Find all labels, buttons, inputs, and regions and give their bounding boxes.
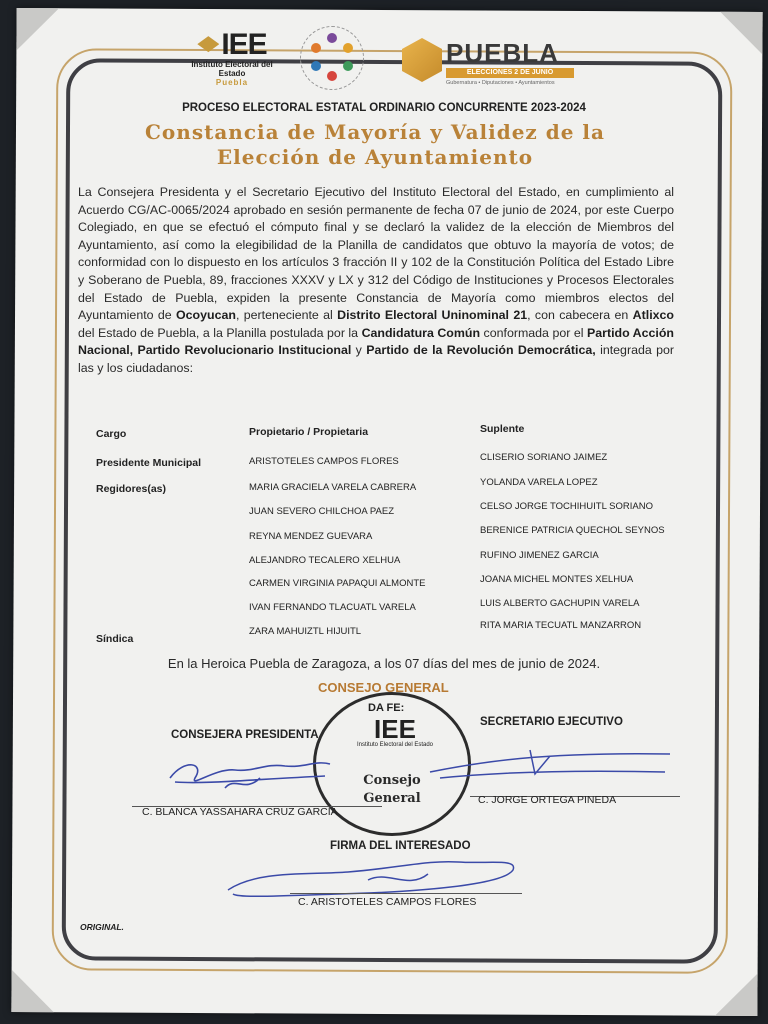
iee-city: Puebla (215, 78, 249, 87)
iee-name: Instituto Electoral del Estado (191, 60, 273, 78)
logo-bar (0, 24, 768, 94)
puebla-band: ELECCIONES 2 DE JUNIO (446, 68, 574, 78)
interested-signature-line (290, 893, 522, 894)
original-mark: ORIGINAL. (80, 922, 124, 932)
body-part: y (351, 343, 367, 358)
equality-circle-logo (300, 26, 364, 90)
seal-consejo-general: CONSEJO GENERAL (318, 680, 449, 695)
body-part: del Estado de Puebla, a la Planilla postulada por la (78, 325, 362, 340)
suplente-name: CELSO JORGE TOCHIHUITL SORIANO (480, 501, 653, 512)
propietario-name: ZARA MAHUIZTL HIJUITL (249, 626, 362, 637)
propietario-name: IVAN FERNANDO TLACUATL VARELA (249, 602, 416, 613)
propietario-name: ARISTOTELES CAMPOS FLORES (249, 456, 399, 467)
title-line-1: Constancia de Mayoría y Validez de la (145, 120, 605, 144)
certificate-body (78, 184, 674, 378)
label-presidente: Presidente Municipal (96, 457, 202, 469)
municipality: Ocoyucan (176, 308, 236, 323)
corner-ornament (715, 974, 763, 1016)
seal-consejo-text: Consejo General (363, 773, 421, 806)
parties: Partido Acción Nacional, Partido Revolucionario Institucional (78, 325, 674, 358)
cabecera: Atlixco (632, 308, 674, 323)
process-heading: PROCESO ELECTORAL ESTATAL ORDINARIO CONCURRENTE 2023-2024 (182, 102, 586, 114)
body-part: , perteneciente al (235, 308, 338, 323)
propietario-name: ALEJANDRO TECALERO XELHUA (249, 555, 401, 566)
puebla-elections-logo (402, 34, 582, 94)
col-header-propietario: Propietario / Propietaria (249, 426, 369, 438)
suplente-name: JOANA MICHEL MONTES XELHUA (480, 574, 634, 585)
suplente-name: CLISERIO SORIANO JAIMEZ (480, 452, 608, 463)
title-line-2: Elección de Ayuntamiento (216, 145, 534, 169)
propietario-name: REYNA MENDEZ GUEVARA (249, 531, 373, 542)
interested-name: C. ARISTOTELES CAMPOS FLORES (298, 896, 477, 908)
propietario-name: MARIA GRACIELA VARELA CABRERA (249, 482, 417, 493)
suplente-name: RUFINO JIMENEZ GARCIA (480, 550, 599, 561)
left-signature-icon (165, 748, 365, 808)
candidatura: Candidatura Común (361, 325, 481, 340)
propietario-name: CARMEN VIRGINIA PAPAQUI ALMONTE (249, 578, 426, 589)
body-part: conformada por el (480, 325, 587, 340)
seal-da-fe: DA FE: (368, 702, 405, 714)
iee-logo (180, 30, 284, 87)
propietario-name: JUAN SEVERO CHILCHOA PAEZ (249, 506, 394, 517)
district: Distrito Electoral Uninominal 21 (337, 308, 528, 323)
seal-iee: IEE (374, 714, 416, 744)
seal-iee-sub: Instituto Electoral del Estado (356, 742, 434, 748)
right-signer-title: SECRETARIO EJECUTIVO (480, 716, 623, 728)
right-signer-name: C. JORGE ORTEGA PINEDA (478, 794, 617, 806)
right-signature-icon (420, 742, 680, 792)
left-signer-name: C. BLANCA YASSAHARA CRUZ GARCÍA (142, 806, 338, 818)
left-signer-title: CONSEJERA PRESIDENTA (171, 729, 319, 741)
closing-statement: En la Heroica Puebla de Zaragoza, a los 07 días del mes de junio de 2024. (167, 656, 601, 671)
puebla-subtitle: Gubernatura • Diputaciones • Ayuntamientos (446, 80, 555, 86)
suplente-name: LUIS ALBERTO GACHUPIN VARELA (480, 598, 640, 609)
cube-icon (402, 38, 442, 82)
body-part: La Consejera Presidenta y el Secretario Ejecutivo del Instituto Electoral del Estado, en cumplimiento al Acuerdo CG/AC-0065/2024 aprobado en sesión permanente de fecha 07 de junio de 2024, por este Cuerpo Colegiado, en que se efectuó el cómputo final y se declaró la validez de la elección de Miembros del Ayuntamiento, así como la elegibilidad de la Planilla de candidatos que obtuvo la mayoría de votos; de conformidad con lo dispuesto en los artículos 3 fracción II y 102 de la Constitución Política del Estado Libre y Soberano de Puebla, 89, fracciones XXXV y LX y 312 del Código de Instituciones y Procesos Electorales del Estado de Puebla, expiden la presente Constancia de Mayoría como miembros electos del Ayuntamiento de (78, 185, 674, 323)
body-part: integrada por las y los ciudadanos: (78, 343, 674, 375)
corner-ornament (11, 970, 53, 1016)
interested-signature-title: FIRMA DEL INTERESADO (330, 840, 471, 852)
party-prd: Partido de la Revolución Democrática, (366, 343, 596, 358)
certificate-title (60, 120, 690, 170)
suplente-name: YOLANDA VARELA LOPEZ (480, 477, 598, 488)
col-header-cargo: Cargo (96, 428, 127, 440)
body-part: , con cabecera en (527, 308, 633, 323)
iee-mark-text: IEE (221, 28, 267, 61)
suplente-name: RITA MARIA TECUATL MANZARRON (480, 620, 642, 631)
label-sindica: Síndica (96, 633, 134, 645)
puebla-word: PUEBLA (446, 38, 559, 68)
suplente-name: BERENICE PATRICIA QUECHOL SEYNOS (480, 525, 665, 536)
col-header-suplente: Suplente (480, 423, 525, 435)
iee-hat-icon (197, 36, 219, 56)
label-regidores: Regidores(as) (96, 483, 167, 495)
